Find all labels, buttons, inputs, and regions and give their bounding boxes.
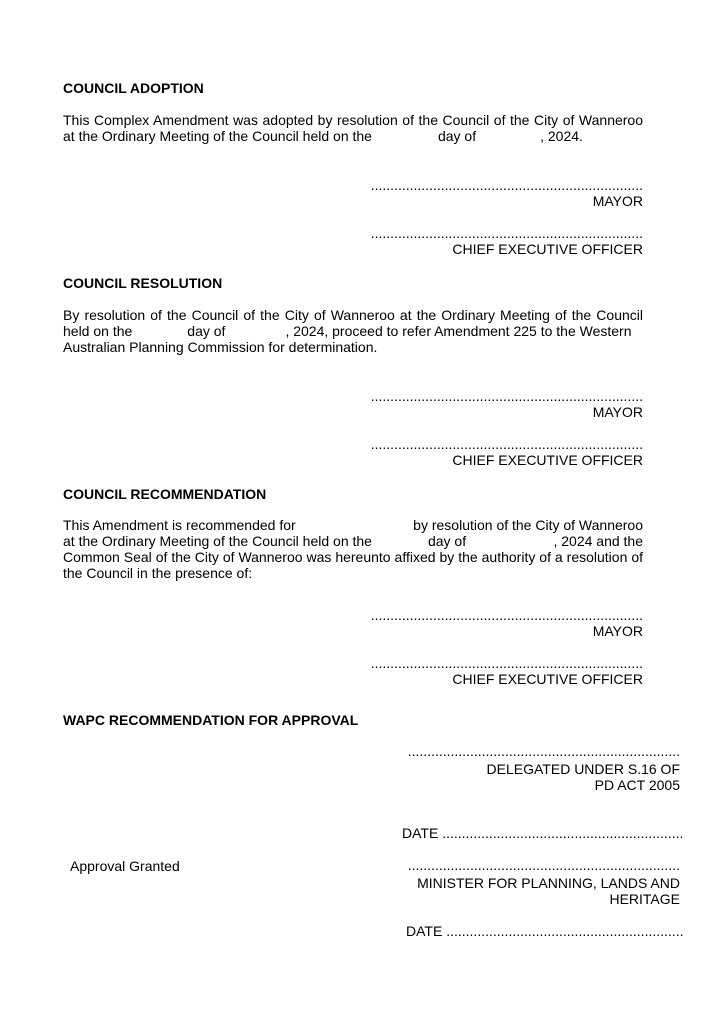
recommendation-mayor-signature-line: ...................................................................... bbox=[370, 607, 643, 623]
resolution-line-1: By resolution of the Council of the City of Wanneroo at the Ordinary Meeting of the Council bbox=[63, 307, 643, 323]
resolution-ceo-signature-line: ...................................................................... bbox=[370, 436, 643, 452]
adoption-mayor-title: MAYOR bbox=[592, 193, 643, 209]
council-adoption-heading: COUNCIL ADOPTION bbox=[63, 80, 204, 96]
wapc-minister-title-line-2: HERITAGE bbox=[609, 891, 680, 907]
resolution-line-3: Australian Planning Commission for determination. bbox=[63, 339, 378, 355]
recommendation-ceo-signature-line: ...................................................................... bbox=[370, 655, 643, 671]
wapc-recommendation-heading: WAPC RECOMMENDATION FOR APPROVAL bbox=[63, 712, 359, 728]
resolution-mayor-signature-line: ...................................................................... bbox=[370, 388, 643, 404]
recommendation-line-1: This Amendment is recommended for by resolution of the City of Wanneroo bbox=[63, 517, 643, 533]
approval-granted-label: Approval Granted bbox=[70, 858, 180, 874]
council-adoption-paragraph bbox=[63, 112, 643, 144]
adoption-ceo-title: CHIEF EXECUTIVE OFFICER bbox=[452, 241, 643, 257]
resolution-line-2: held on the day of , 2024, proceed to refer Amendment 225 to the Western bbox=[63, 323, 632, 339]
adoption-mayor-signature-line: ...................................................................... bbox=[370, 177, 643, 193]
adoption-line-1: This Complex Amendment was adopted by resolution of the Council of the City of Wanneroo bbox=[63, 112, 643, 128]
adoption-ceo-signature-line: ...................................................................... bbox=[370, 225, 643, 241]
wapc-delegated-signature-line: ...................................................................... bbox=[407, 743, 680, 759]
date-label: DATE bbox=[402, 825, 439, 841]
council-resolution-paragraph bbox=[63, 307, 643, 355]
wapc-delegated-title-line-1: DELEGATED UNDER S.16 OF bbox=[486, 761, 680, 777]
date-signature-line: .............................................................. bbox=[442, 825, 684, 841]
date-signature-line: ............................................................. bbox=[446, 923, 684, 939]
recommendation-mayor-title: MAYOR bbox=[592, 623, 643, 639]
council-recommendation-paragraph bbox=[63, 517, 643, 581]
wapc-delegated-title-line-2: PD ACT 2005 bbox=[594, 777, 680, 793]
wapc-minister-signature-line: ...................................................................... bbox=[407, 857, 680, 873]
recommendation-line-2: at the Ordinary Meeting of the Council held on the day of , 2024 and the bbox=[63, 533, 643, 549]
wapc-date-2 bbox=[406, 923, 683, 939]
recommendation-line-4: the Council in the presence of: bbox=[63, 565, 253, 581]
council-resolution-heading: COUNCIL RESOLUTION bbox=[63, 275, 223, 291]
date-label: DATE bbox=[406, 923, 443, 939]
recommendation-ceo-title: CHIEF EXECUTIVE OFFICER bbox=[452, 671, 643, 687]
adoption-line-2: at the Ordinary Meeting of the Council held on the day of , 2024. bbox=[63, 128, 583, 144]
recommendation-line-3: Common Seal of the City of Wanneroo was hereunto affixed by the authority of a resolution of bbox=[63, 549, 643, 565]
wapc-minister-title-line-1: MINISTER FOR PLANNING, LANDS AND bbox=[417, 875, 680, 891]
council-recommendation-heading: COUNCIL RECOMMENDATION bbox=[63, 486, 267, 502]
resolution-ceo-title: CHIEF EXECUTIVE OFFICER bbox=[452, 452, 643, 468]
wapc-date-1 bbox=[402, 825, 683, 841]
resolution-mayor-title: MAYOR bbox=[592, 404, 643, 420]
